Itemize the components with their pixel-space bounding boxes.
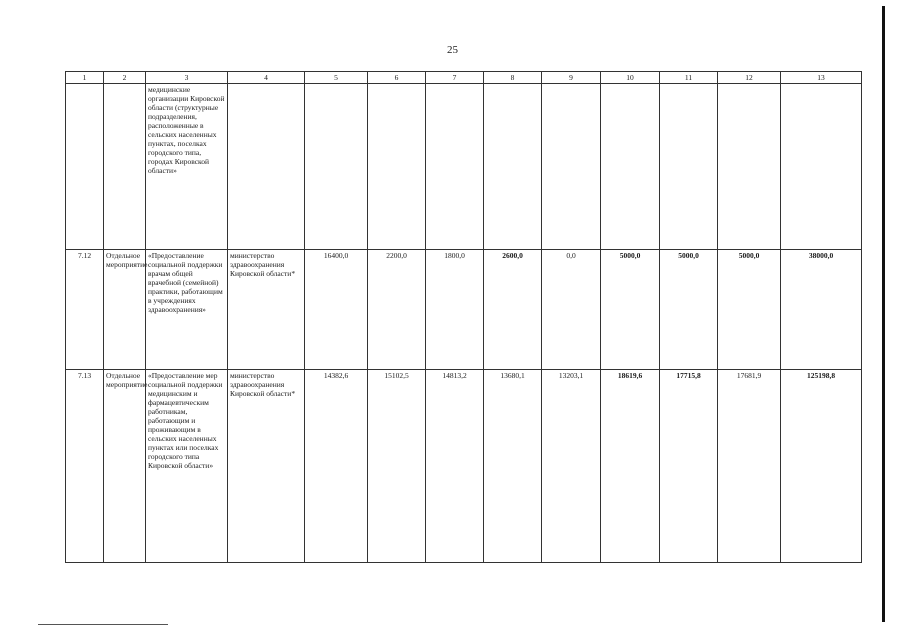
row-description: медицинские организации Кировской области (структурные подразделения, расположенные в сельских населенных пунктах, поселках городского типа, городах Кировской области» (146, 84, 228, 250)
value-cell (305, 84, 368, 250)
row-number: 7.12 (66, 250, 104, 370)
value-cell (368, 84, 426, 250)
row-executor: министерство здравоохранения Кировской области* (228, 370, 305, 563)
header-cell: 1 (66, 72, 104, 84)
header-cell: 7 (426, 72, 484, 84)
value-cell: 1800,0 (426, 250, 484, 370)
value-cell (718, 84, 781, 250)
value-cell: 17681,9 (718, 370, 781, 563)
header-row (66, 72, 862, 84)
scan-edge-line (882, 6, 885, 622)
value-cell (660, 84, 718, 250)
value-cell: 38000,0 (781, 250, 862, 370)
header-cell: 6 (368, 72, 426, 84)
row-type (104, 84, 146, 250)
header-cell: 2 (104, 72, 146, 84)
row-type: Отдельное мероприятие (104, 370, 146, 563)
row-type: Отдельное мероприятие (104, 250, 146, 370)
value-cell: 5000,0 (660, 250, 718, 370)
program-table (65, 71, 862, 563)
table-row (66, 370, 862, 563)
row-number (66, 84, 104, 250)
value-cell: 18619,6 (601, 370, 660, 563)
value-cell: 0,0 (542, 250, 601, 370)
table-row (66, 84, 862, 250)
header-cell: 5 (305, 72, 368, 84)
row-executor: министерство здравоохранения Кировской области* (228, 250, 305, 370)
value-cell: 13680,1 (484, 370, 542, 563)
value-cell: 13203,1 (542, 370, 601, 563)
header-cell: 4 (228, 72, 305, 84)
value-cell: 2600,0 (484, 250, 542, 370)
table-row (66, 250, 862, 370)
header-cell: 8 (484, 72, 542, 84)
header-cell: 9 (542, 72, 601, 84)
value-cell (542, 84, 601, 250)
value-cell: 16400,0 (305, 250, 368, 370)
value-cell (601, 84, 660, 250)
row-number: 7.13 (66, 370, 104, 563)
value-cell (426, 84, 484, 250)
row-executor (228, 84, 305, 250)
header-cell: 12 (718, 72, 781, 84)
header-cell: 13 (781, 72, 862, 84)
value-cell: 15102,5 (368, 370, 426, 563)
value-cell: 5000,0 (718, 250, 781, 370)
value-cell: 2200,0 (368, 250, 426, 370)
page-number: 25 (447, 44, 458, 56)
value-cell: 17715,8 (660, 370, 718, 563)
header-cell: 3 (146, 72, 228, 84)
value-cell (781, 84, 862, 250)
row-description: «Предоставление мер социальной поддержки медицинским и фармацевтическим работникам, работающим и проживающим в сельских населенных пунктах или поселках городского типа Кировской области» (146, 370, 228, 563)
value-cell: 14813,2 (426, 370, 484, 563)
header-cell: 10 (601, 72, 660, 84)
value-cell: 14382,6 (305, 370, 368, 563)
value-cell: 125198,8 (781, 370, 862, 563)
footnote-rule (38, 624, 168, 625)
value-cell (484, 84, 542, 250)
value-cell: 5000,0 (601, 250, 660, 370)
header-cell: 11 (660, 72, 718, 84)
row-description: «Предоставление социальной поддержки врачам общей врачебной (семейной) практики, работающим в учреждениях здравоохранения» (146, 250, 228, 370)
